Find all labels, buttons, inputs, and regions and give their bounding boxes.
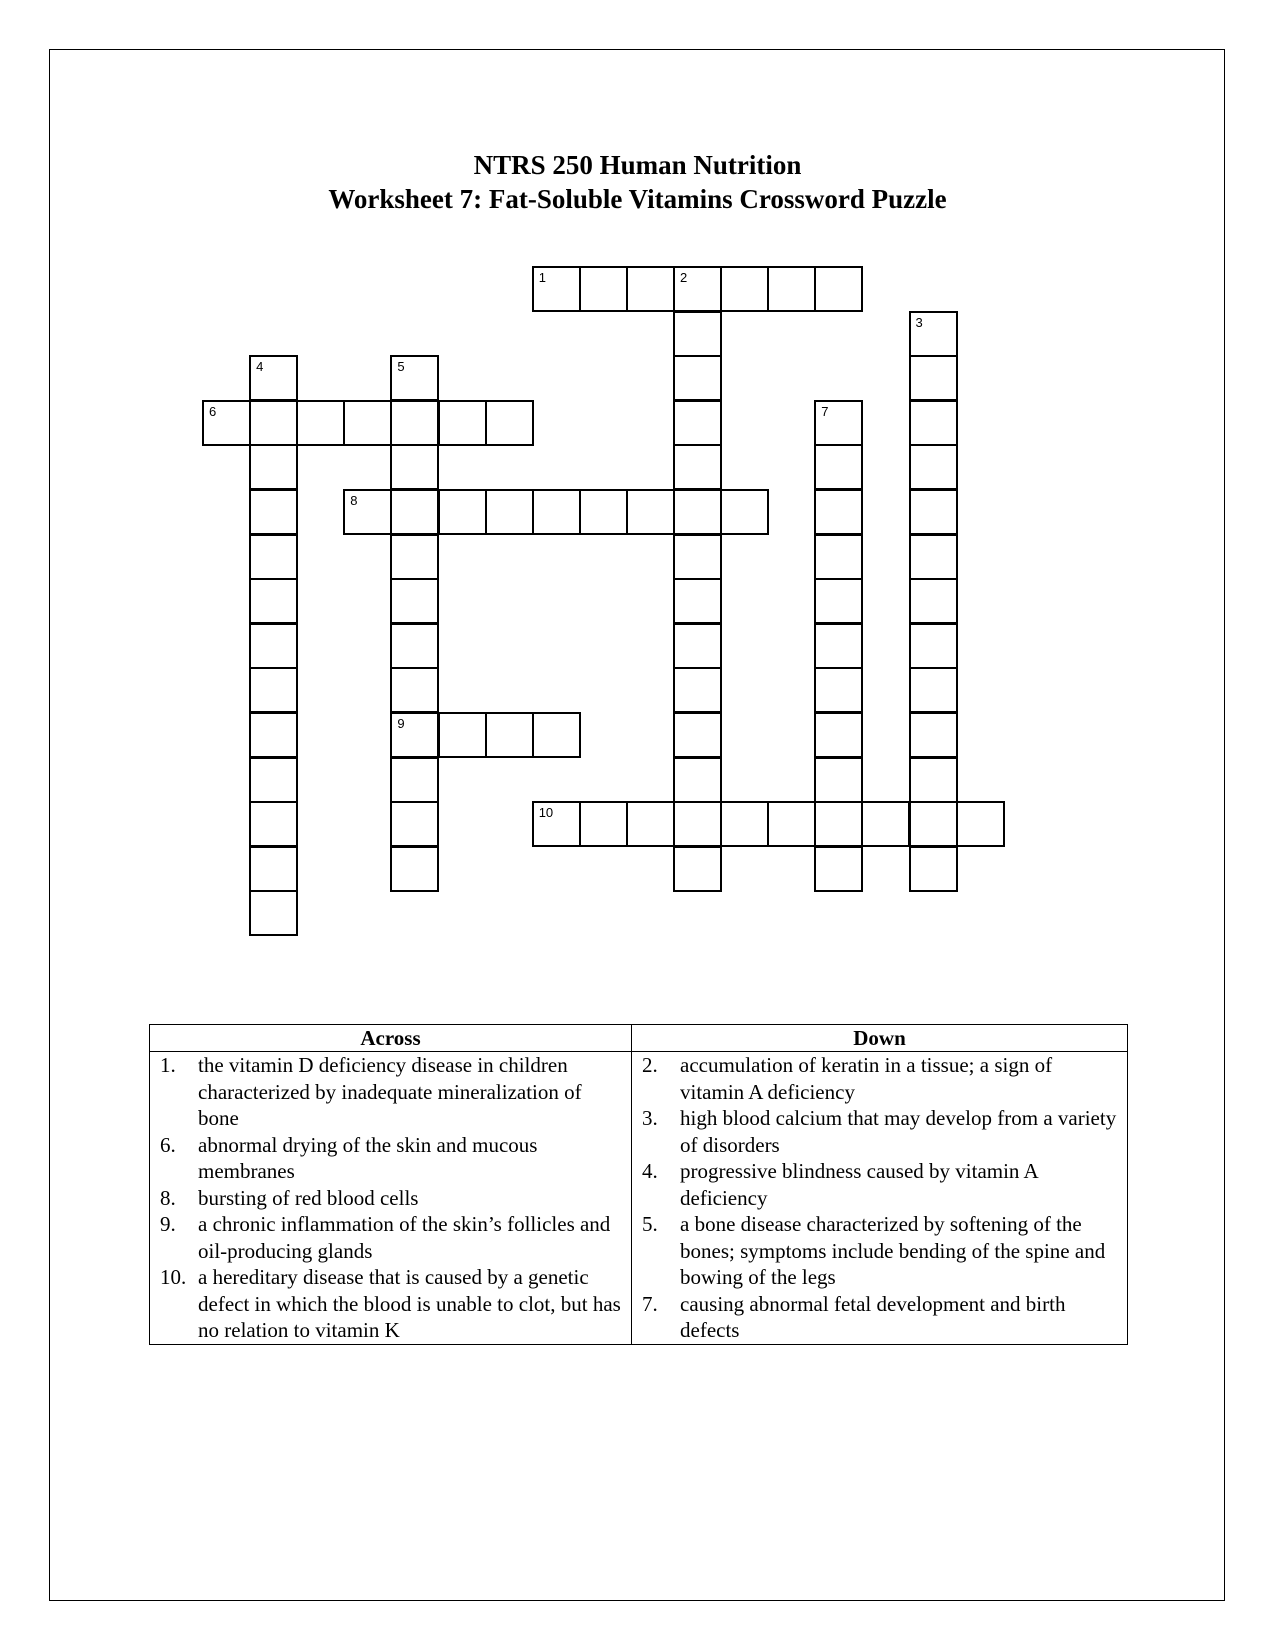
crossword-cell[interactable] [909,489,958,535]
crossword-cell[interactable] [579,266,628,312]
crossword-cell[interactable] [390,712,439,758]
clue-across-8: 8. bursting of red blood cells [160,1185,419,1210]
crossword-cell[interactable] [249,801,298,847]
crossword-cell[interactable] [202,400,251,446]
crossword-cell[interactable] [390,444,439,490]
crossword-cell[interactable] [579,489,628,535]
crossword-cell[interactable] [343,400,392,446]
crossword-cell[interactable] [720,489,769,535]
crossword-cell[interactable] [249,623,298,669]
crossword-cell[interactable] [673,757,722,803]
crossword-cell[interactable] [673,266,722,312]
crossword-cell[interactable] [626,266,675,312]
crossword-cell[interactable] [814,578,863,624]
crossword-cell[interactable] [673,578,722,624]
crossword-cell[interactable] [532,266,581,312]
crossword-cell[interactable] [909,400,958,446]
clue-down-3: 3. high blood calcium that may develop from a variety of disorders [642,1106,1117,1157]
crossword-cell[interactable] [814,801,863,847]
clue-across-6: 6. abnormal drying of the skin and mucous membranes [160,1132,538,1183]
clue-number: 5 [397,359,405,375]
worksheet-title: Worksheet 7: Fat-Soluble Vitamins Crossword Puzzle [328,184,947,214]
crossword-cell[interactable] [909,667,958,713]
crossword-cell[interactable] [814,444,863,490]
clue-number: 4 [256,359,264,375]
crossword-cell[interactable] [673,311,722,357]
crossword-cell[interactable] [909,757,958,803]
clue-number: 6 [209,403,217,419]
crossword-cell[interactable] [438,489,487,535]
crossword-cell[interactable] [909,712,958,758]
crossword-cell[interactable] [673,400,722,446]
crossword-cell[interactable] [909,355,958,401]
crossword-cell[interactable] [390,489,439,535]
clue-number: 9 [397,716,405,731]
crossword-cell[interactable] [909,444,958,490]
crossword-cell[interactable] [861,801,910,847]
crossword-cell[interactable] [532,712,581,758]
crossword-cell[interactable] [909,311,958,357]
crossword-cell[interactable] [249,578,298,624]
crossword-cell[interactable] [390,400,439,446]
crossword-cell[interactable] [767,266,816,312]
crossword-cell[interactable] [390,623,439,669]
crossword-cell[interactable] [249,400,298,446]
clues-table [149,1024,1128,1345]
crossword-cell[interactable] [249,534,298,580]
crossword-cell[interactable] [438,712,487,758]
clue-across-9: 9. a chronic inflammation of the skin’s follicles and oil-producing glands [160,1212,611,1263]
crossword-cell[interactable] [814,534,863,580]
crossword-cell[interactable] [814,712,863,758]
clue-number: 7 [821,403,829,419]
crossword-cell[interactable] [249,890,298,936]
clue-number: 10 [538,805,554,821]
crossword-cell[interactable] [390,578,439,624]
clue-down-5: 5. a bone disease characterized by softening of the bones; symptoms include bending of the spine and bowing of the legs [642,1212,1106,1289]
crossword-cell[interactable] [296,400,345,446]
crossword-cell[interactable] [532,489,581,535]
crossword-cell[interactable] [249,667,298,713]
crossword-cell[interactable] [673,846,722,892]
down-heading: Down [632,1025,1128,1052]
crossword-cell[interactable] [673,534,722,580]
crossword-cell[interactable] [579,801,628,847]
clue-across-10: 10. a hereditary disease that is caused by a genetic defect in which the blood is unable to clot, but has no relation to vitamin K [160,1265,621,1342]
crossword-cell[interactable] [249,489,298,535]
course-title: NTRS 250 Human Nutrition [473,150,802,180]
crossword-cell[interactable] [485,400,534,446]
clue-number: 8 [350,493,358,508]
crossword-cell[interactable] [390,667,439,713]
crossword-cell[interactable] [485,489,534,535]
crossword-cell[interactable] [673,355,722,401]
crossword-cell[interactable] [249,757,298,803]
crossword-cell[interactable] [814,489,863,535]
crossword-cell[interactable] [249,444,298,490]
crossword-cell[interactable] [532,801,581,847]
clue-down-4: 4. progressive blindness caused by vitamin A deficiency [642,1159,1038,1210]
across-clues [150,1052,632,1345]
crossword-cell[interactable] [956,801,1005,847]
across-heading: Across [150,1025,632,1052]
crossword-cell[interactable] [909,534,958,580]
crossword-cell[interactable] [814,400,863,446]
crossword-cell[interactable] [909,801,958,847]
crossword-cell[interactable] [249,712,298,758]
clue-down-7: 7. causing abnormal fetal development and birth defects [642,1291,1066,1342]
crossword-cell[interactable] [814,623,863,669]
clue-number: 3 [915,314,923,330]
crossword-cell[interactable] [626,801,675,847]
clue-across-1: 1. the vitamin D deficiency disease in children characterized by inadequate mineralization of bone [160,1053,582,1130]
crossword-cell[interactable] [909,623,958,669]
crossword-cell[interactable] [720,266,769,312]
crossword-cell[interactable] [673,489,722,535]
crossword-cell[interactable] [485,712,534,758]
crossword-cell[interactable] [438,400,487,446]
crossword-cell[interactable] [814,667,863,713]
crossword-cell[interactable] [909,846,958,892]
crossword-cell[interactable] [673,667,722,713]
crossword-cell[interactable] [814,846,863,892]
crossword-cell[interactable] [249,355,298,401]
clue-number: 1 [538,270,546,285]
crossword-cell[interactable] [673,801,722,847]
crossword-cell[interactable] [390,757,439,803]
crossword-cell[interactable] [767,801,816,847]
crossword-cell[interactable] [720,801,769,847]
crossword-cell[interactable] [673,444,722,490]
crossword-cell[interactable] [390,355,439,401]
crossword-cell[interactable] [249,846,298,892]
crossword-cell[interactable] [390,846,439,892]
clue-down-2: 2. accumulation of keratin in a tissue; a sign of vitamin A deficiency [642,1053,1053,1104]
down-clues [632,1052,1128,1345]
crossword-cell[interactable] [814,266,863,312]
crossword-cell[interactable] [673,623,722,669]
crossword-cell[interactable] [673,712,722,758]
crossword-cell[interactable] [814,757,863,803]
crossword-cell[interactable] [626,489,675,535]
clue-number: 2 [680,270,688,285]
crossword-cell[interactable] [909,578,958,624]
crossword-cell[interactable] [390,801,439,847]
crossword-cell[interactable] [390,534,439,580]
crossword-cell[interactable] [343,489,392,535]
